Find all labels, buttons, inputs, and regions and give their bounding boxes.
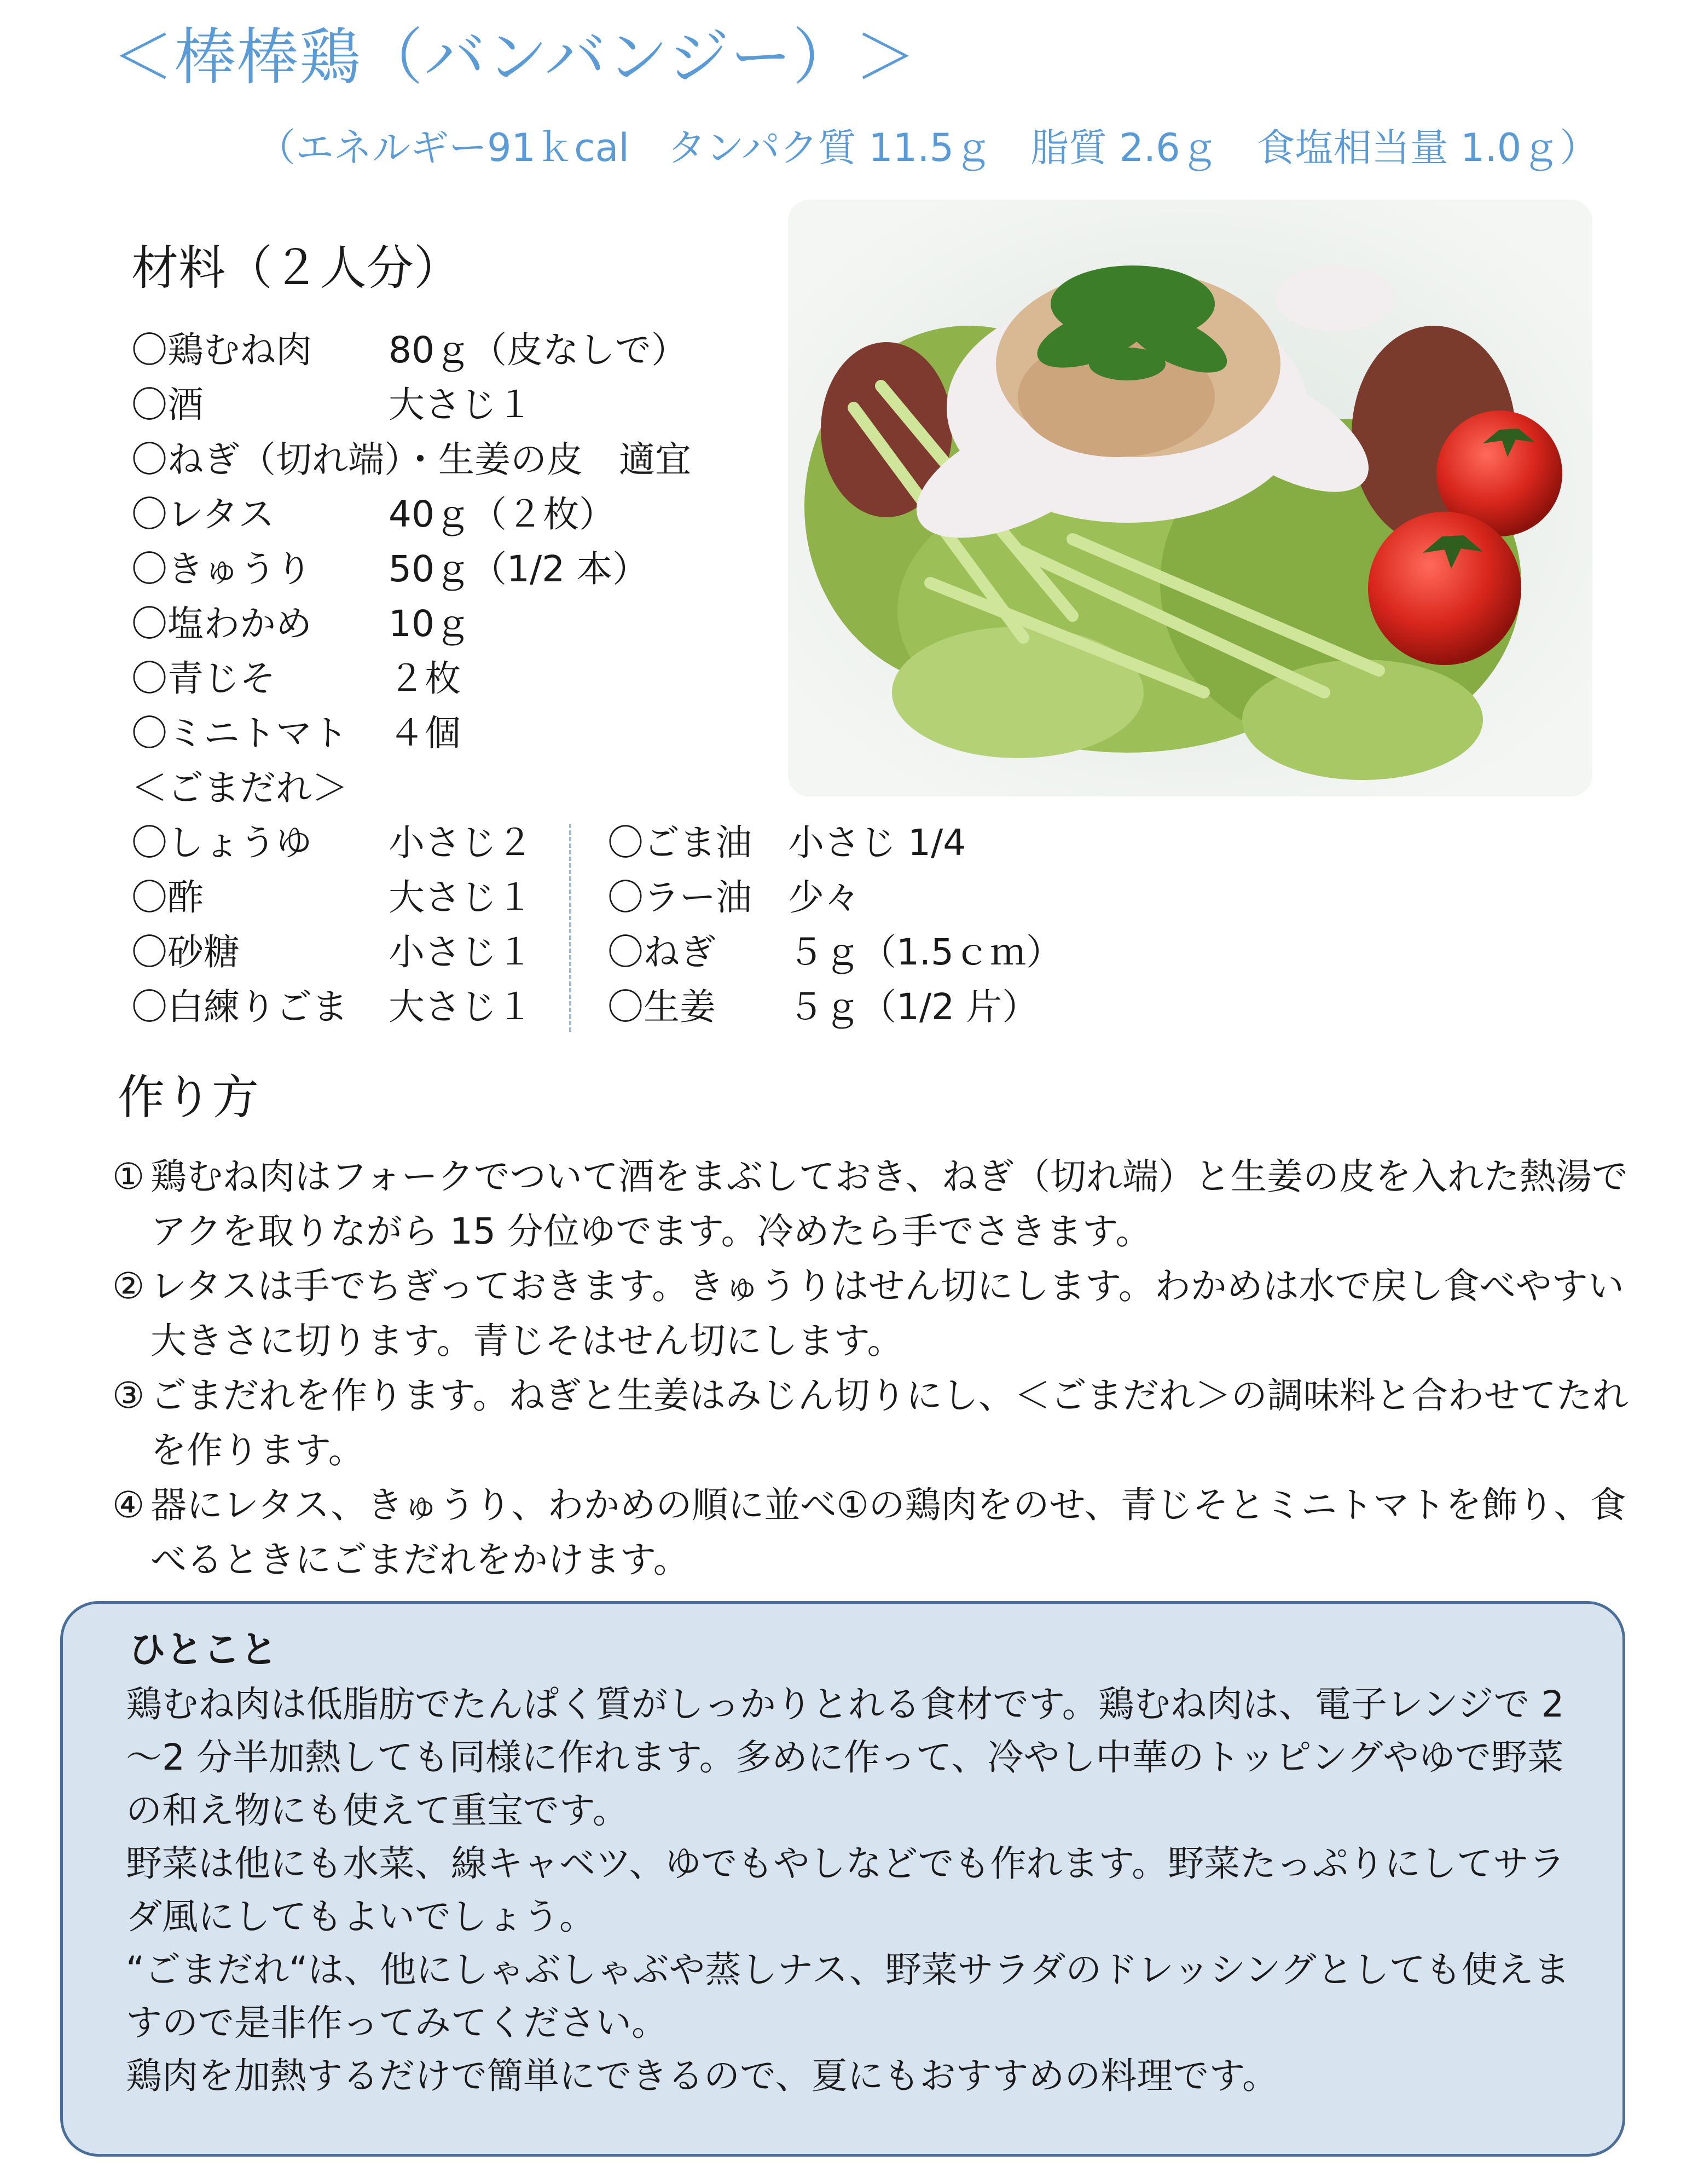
nutrition-info: （エネルギー91ｋcal タンパク質 11.5ｇ 脂質 2.6ｇ 食塩相当量 1.0ｇ） bbox=[257, 125, 1598, 170]
step-text: レタスは手でちぎっておきます。きゅうりはせん切にします。わかめは水で戻し食べやすい大きさに切ります。青じそはせん切にします。 bbox=[150, 1265, 1624, 1362]
sauce-amount: 少々 bbox=[788, 876, 860, 918]
dish-illustration bbox=[788, 200, 1592, 796]
ingredient-name: 〇鶏むね肉 bbox=[131, 329, 312, 371]
ingredient-amount: 10ｇ bbox=[389, 603, 471, 645]
method-steps bbox=[112, 1149, 1655, 1587]
step-number: ① bbox=[112, 1155, 145, 1198]
ingredient-name: 〇ねぎ（切れ端）・生姜の皮 適宜 bbox=[131, 438, 691, 481]
ingredient-name: 〇酒 bbox=[131, 384, 204, 426]
note-paragraph: “ごまだれ“は、他にしゃぶしゃぶや蒸しナス、野菜サラダのドレッシングとしても使えますので是非作ってみてください。 bbox=[126, 1949, 1570, 2044]
ingredient-name: 〇レタス bbox=[131, 493, 275, 535]
ingredient-name: 〇ミニトマト bbox=[131, 712, 348, 754]
method-heading: 作り方 bbox=[118, 1070, 259, 1125]
sauce-name: 〇ごま油 bbox=[607, 822, 752, 864]
sauce-name: 〇砂糖 bbox=[131, 931, 240, 973]
step-text: 鶏むね肉はフォークでついて酒をまぶしておき、ねぎ（切れ端）と生姜の皮を入れた熱湯でアクを取りながら 15 分位ゆでます。冷めたら手でさきます。 bbox=[150, 1155, 1629, 1252]
ingredient-amount: 50ｇ（1/2 本） bbox=[389, 548, 649, 590]
sauce-amount: 小さじ１ bbox=[389, 931, 533, 973]
sauce-name: 〇ラー油 bbox=[607, 876, 752, 918]
sauce-amount: 大さじ１ bbox=[389, 876, 533, 918]
ingredient-amount: ４個 bbox=[389, 712, 461, 754]
note-paragraph: 野菜は他にも水菜、線キャベツ、ゆでもやしなどでも作れます。野菜たっぷりにしてサラダ風にしてもよいでしょう。 bbox=[126, 1842, 1566, 1938]
step-item bbox=[112, 1149, 1655, 1259]
step-item bbox=[112, 1368, 1655, 1478]
ingredient-name: 〇青じそ bbox=[131, 657, 276, 700]
note-title: ひとこと bbox=[129, 1628, 278, 1672]
sauce-amount: 大さじ１ bbox=[389, 986, 533, 1028]
page-title: ＜棒棒鶏（バンバンジー）＞ bbox=[112, 22, 918, 93]
sauce-name: 〇ねぎ bbox=[607, 931, 716, 973]
sauce-amount: ５ｇ（1.5ｃｍ） bbox=[788, 931, 1062, 973]
ingredients-heading: 材料（２人分） bbox=[131, 241, 461, 296]
step-item bbox=[112, 1478, 1655, 1587]
sauce-divider bbox=[569, 824, 571, 1032]
step-number: ④ bbox=[112, 1484, 145, 1526]
step-text: 器にレタス、きゅうり、わかめの順に並べ①の鶏肉をのせ、青じそとミニトマトを飾り、食べるときにごまだれをかけます。 bbox=[150, 1484, 1626, 1581]
step-number: ② bbox=[112, 1265, 145, 1307]
sauce-name: 〇酢 bbox=[131, 876, 204, 918]
ingredient-item bbox=[131, 432, 691, 487]
sauce-name: 〇白練りごま bbox=[131, 986, 348, 1028]
step-number: ③ bbox=[112, 1374, 145, 1417]
ingredient-amount: 大さじ１ bbox=[389, 384, 533, 426]
note-box bbox=[60, 1601, 1625, 2157]
ingredient-amount: 80ｇ（皮なしで） bbox=[389, 329, 687, 371]
step-item bbox=[112, 1259, 1655, 1368]
note-paragraph: 鶏むね肉は低脂肪でたんぱく質がしっかりとれる食材です。鶏むね肉は、電子レンジで 2～2 分半加熱しても同様に作れます。多めに作って、冷やし中華のトッピングやゆで野菜の和え物にも使えて重宝です。 bbox=[126, 1683, 1564, 1831]
ingredient-amount: ２枚 bbox=[389, 657, 461, 700]
dish-photo bbox=[788, 200, 1592, 796]
sauce-amount: 小さじ 1/4 bbox=[788, 822, 966, 864]
step-text: ごまだれを作ります。ねぎと生姜はみじん切りにし、＜ごまだれ＞の調味料と合わせてたれを作ります。 bbox=[150, 1374, 1629, 1471]
ingredient-amount: 40ｇ（２枚） bbox=[389, 493, 615, 535]
sauce-heading: ＜ごまだれ＞ bbox=[131, 767, 348, 809]
note-body bbox=[126, 1678, 1570, 2102]
note-paragraph: 鶏肉を加熱するだけで簡単にできるので、夏にもおすすめの料理です。 bbox=[126, 2055, 1279, 2097]
ingredient-name: 〇きゅうり bbox=[131, 548, 312, 590]
ingredient-name: 〇塩わかめ bbox=[131, 603, 312, 645]
sauce-amount: 小さじ２ bbox=[389, 822, 533, 864]
sauce-name: 〇しょうゆ bbox=[131, 822, 312, 864]
sauce-name: 〇生姜 bbox=[607, 986, 716, 1028]
sauce-amount: ５ｇ（1/2 片） bbox=[788, 986, 1039, 1028]
